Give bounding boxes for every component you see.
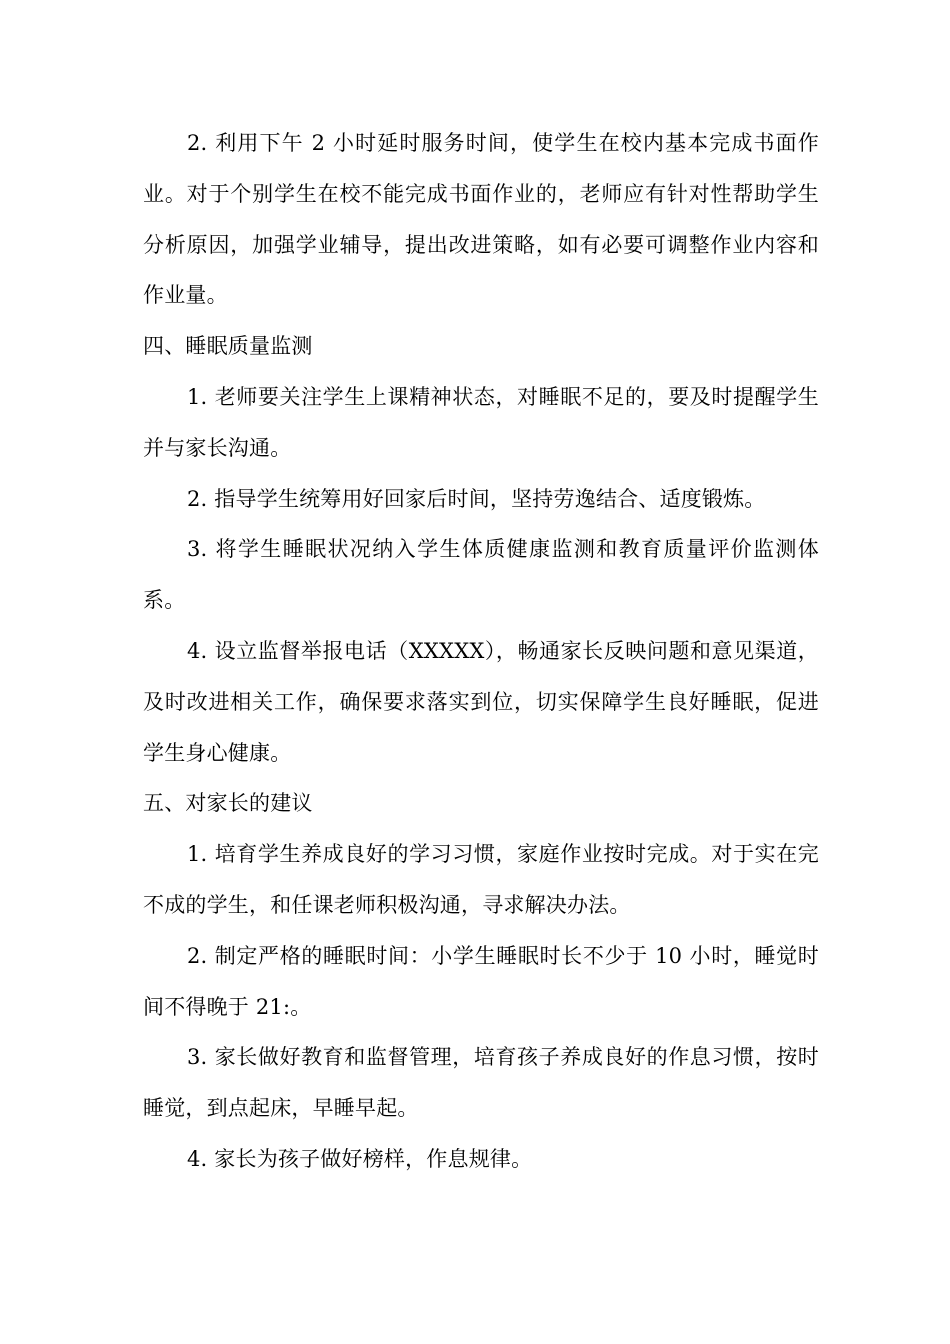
paragraph-health-monitoring: 3. 将学生睡眠状况纳入学生体质健康监测和教育质量评价监测体系。: [143, 537, 819, 613]
paragraph-hotline: 4. 设立监督举报电话（XXXXX），畅通家长反映问题和意见渠道，及时改进相关工作，确保要求落实到位，切实保障学生良好睡眠，促进学生身心健康。: [143, 638, 819, 765]
paragraph-homework-after-school: 2. 利用下午 2 小时延时服务时间，使学生在校内基本完成书面作业。对于个别学生在校不能完成书面作业的，老师应有针对性帮助学生分析原因，加强学业辅导，提出改进策略，如有必要可调整作业内容和作业量。: [143, 131, 819, 308]
paragraph-parent-supervision: 3. 家长做好教育和监督管理，培育孩子养成良好的作息习惯，按时睡觉，到点起床，早睡早起。: [143, 1045, 819, 1121]
document-body: [143, 118, 819, 1185]
section-heading-parent-advice: 五、对家长的建议: [143, 791, 313, 816]
section-heading-sleep-monitoring: 四、睡眠质量监测: [143, 334, 313, 359]
paragraph-sleep-schedule: 2. 制定严格的睡眠时间：小学生睡眠时长不少于 10 小时，睡觉时间不得晚于 21:。: [143, 943, 819, 1019]
paragraph-teacher-attention: 1. 老师要关注学生上课精神状态，对睡眠不足的，要及时提醒学生并与家长沟通。: [143, 384, 819, 460]
paragraph-study-habits: 1. 培育学生养成良好的学习习惯，家庭作业按时完成。对于实在完不成的学生，和任课老师积极沟通，寻求解决办法。: [143, 842, 819, 917]
paragraph-time-management: 2. 指导学生统筹用好回家后时间，坚持劳逸结合、适度锻炼。: [187, 486, 766, 511]
paragraph-role-model: 4. 家长为孩子做好榜样，作息规律。: [187, 1146, 533, 1171]
